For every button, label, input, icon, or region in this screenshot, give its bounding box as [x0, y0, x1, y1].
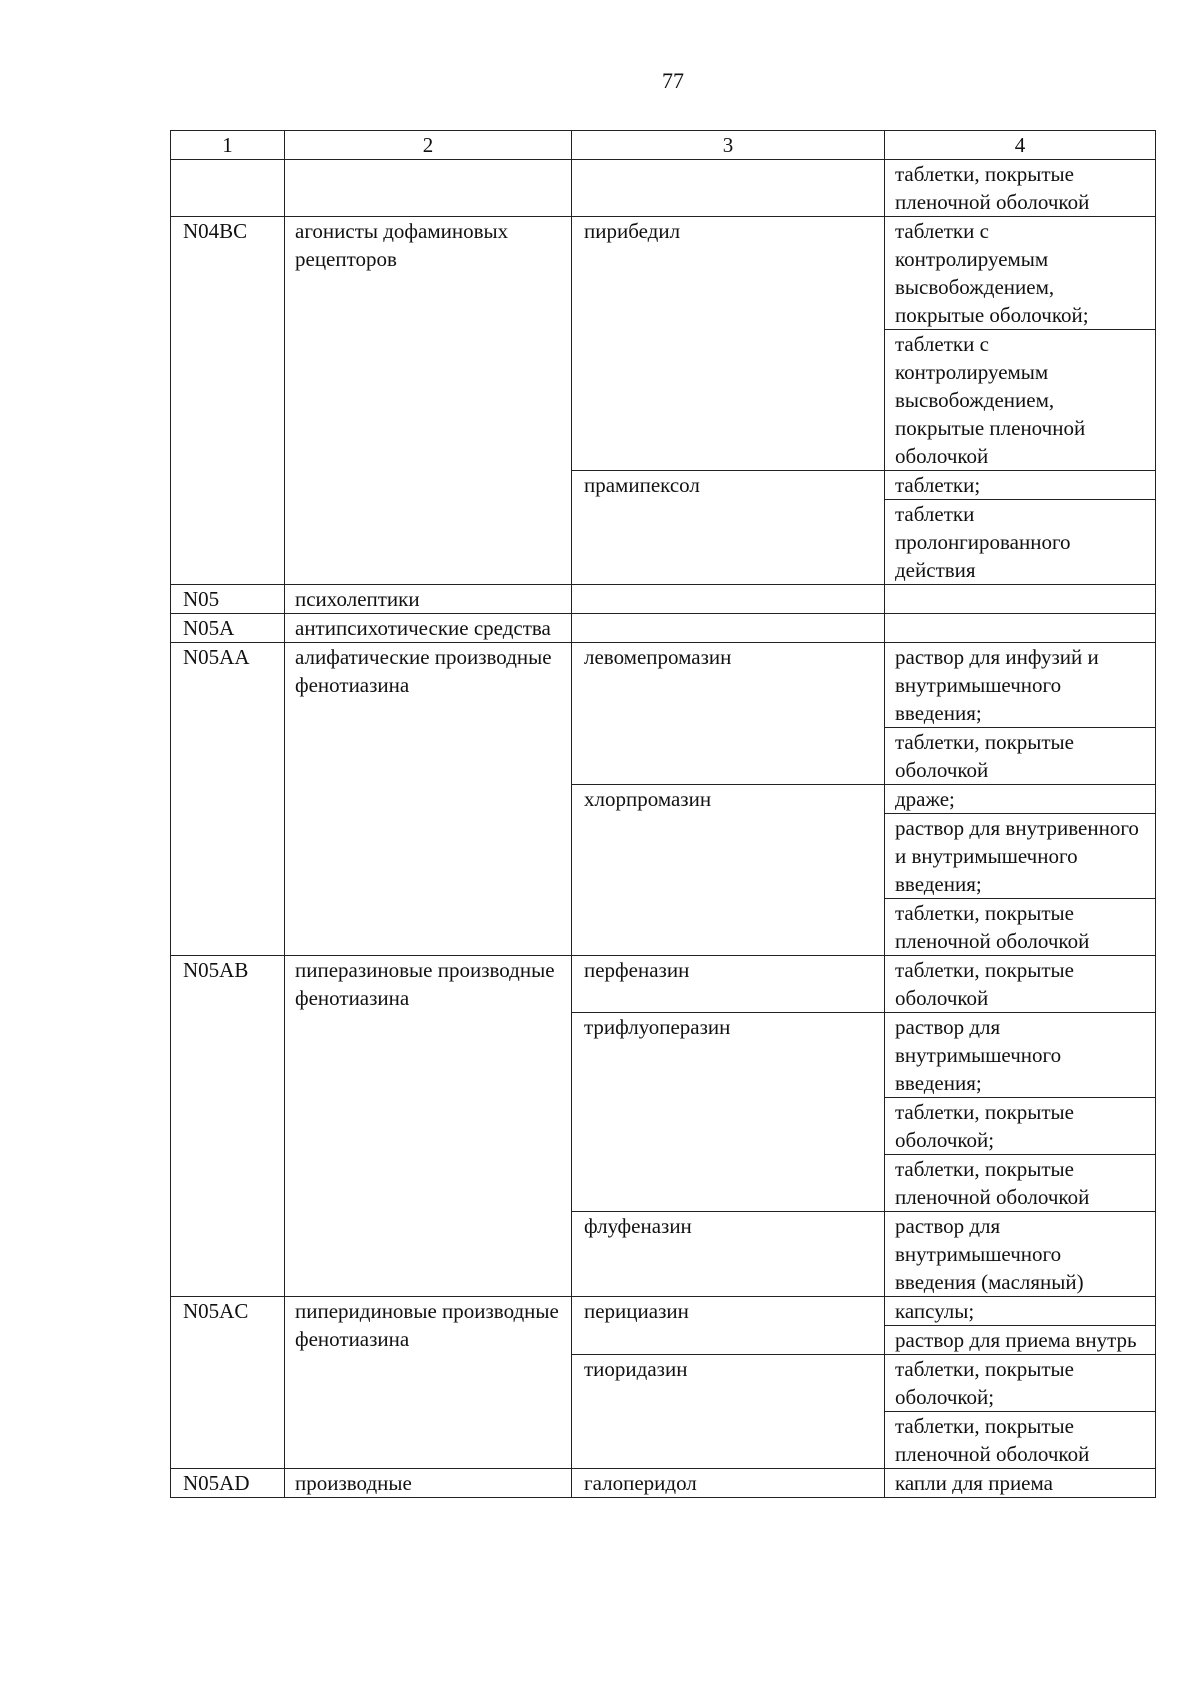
- drug-cell: перфеназин: [572, 956, 885, 1013]
- code-cell: N05: [171, 585, 285, 614]
- table-row: [171, 956, 1156, 1013]
- form-cell: таблетки, покрытые пленочной оболочкой: [885, 1412, 1156, 1469]
- form-cell: таблетки, покрытые пленочной оболочкой: [885, 1155, 1156, 1212]
- drug-cell: галоперидол: [572, 1469, 885, 1498]
- code-cell: N05AC: [171, 1297, 285, 1469]
- code-cell: N05AB: [171, 956, 285, 1297]
- table-row: [171, 1297, 1156, 1326]
- column-header-2: 2: [285, 131, 572, 160]
- table-row: [171, 585, 1156, 614]
- code-cell: [171, 160, 285, 217]
- form-cell: таблетки;: [885, 471, 1156, 500]
- code-cell: N04BC: [171, 217, 285, 585]
- drug-cell: левомепромазин: [572, 643, 885, 785]
- form-cell: раствор для внутримышечного введения;: [885, 1013, 1156, 1098]
- table-row: [171, 217, 1156, 330]
- drug-cell: трифлуоперазин: [572, 1013, 885, 1212]
- drug-cell: [572, 160, 885, 217]
- form-cell: капли для приема: [885, 1469, 1156, 1498]
- drug-cell: перициазин: [572, 1297, 885, 1355]
- form-cell: [885, 585, 1156, 614]
- form-cell: [885, 614, 1156, 643]
- table-row: [171, 614, 1156, 643]
- drug-cell: флуфеназин: [572, 1212, 885, 1297]
- drug-cell: [572, 614, 885, 643]
- table-row: [171, 160, 1156, 217]
- form-cell: капсулы;: [885, 1297, 1156, 1326]
- form-cell: таблетки, покрытые оболочкой;: [885, 1098, 1156, 1155]
- group-cell: пиперидиновые производные фенотиазина: [285, 1297, 572, 1469]
- drug-cell: тиоридазин: [572, 1355, 885, 1469]
- drug-cell: [572, 585, 885, 614]
- form-cell: раствор для приема внутрь: [885, 1326, 1156, 1355]
- group-cell: агонисты дофаминовых рецепторов: [285, 217, 572, 585]
- form-cell: драже;: [885, 785, 1156, 814]
- form-cell: таблетки, покрытые оболочкой: [885, 956, 1156, 1013]
- form-cell: таблетки с контролируемым высвобождением, покрытые пленочной оболочкой: [885, 330, 1156, 471]
- group-cell: [285, 160, 572, 217]
- code-cell: N05AA: [171, 643, 285, 956]
- form-cell: таблетки, покрытые оболочкой;: [885, 1355, 1156, 1412]
- form-cell: таблетки с контролируемым высвобождением, покрытые оболочкой;: [885, 217, 1156, 330]
- code-cell: N05AD: [171, 1469, 285, 1498]
- drug-cell: прамипексол: [572, 471, 885, 585]
- group-cell: антипсихотические средства: [285, 614, 572, 643]
- column-header-4: 4: [885, 131, 1156, 160]
- group-cell: пиперазиновые производные фенотиазина: [285, 956, 572, 1297]
- form-cell: таблетки, покрытые оболочкой: [885, 728, 1156, 785]
- group-cell: алифатические производные фенотиазина: [285, 643, 572, 956]
- drug-classification-table: [170, 130, 1156, 1498]
- form-cell: раствор для внутримышечного введения (масляный): [885, 1212, 1156, 1297]
- form-cell: таблетки пролонгированного действия: [885, 500, 1156, 585]
- header-row: [171, 131, 1156, 160]
- drug-cell: хлорпромазин: [572, 785, 885, 956]
- form-cell: таблетки, покрытые пленочной оболочкой: [885, 160, 1156, 217]
- code-cell: N05A: [171, 614, 285, 643]
- table-row: [171, 643, 1156, 728]
- group-cell: психолептики: [285, 585, 572, 614]
- drug-cell: пирибедил: [572, 217, 885, 471]
- column-header-3: 3: [572, 131, 885, 160]
- form-cell: раствор для внутривенного и внутримышечного введения;: [885, 814, 1156, 899]
- form-cell: раствор для инфузий и внутримышечного введения;: [885, 643, 1156, 728]
- group-cell: производные: [285, 1469, 572, 1498]
- table-row: [171, 1469, 1156, 1498]
- form-cell: таблетки, покрытые пленочной оболочкой: [885, 899, 1156, 956]
- column-header-1: 1: [171, 131, 285, 160]
- page-number: 77: [662, 68, 684, 93]
